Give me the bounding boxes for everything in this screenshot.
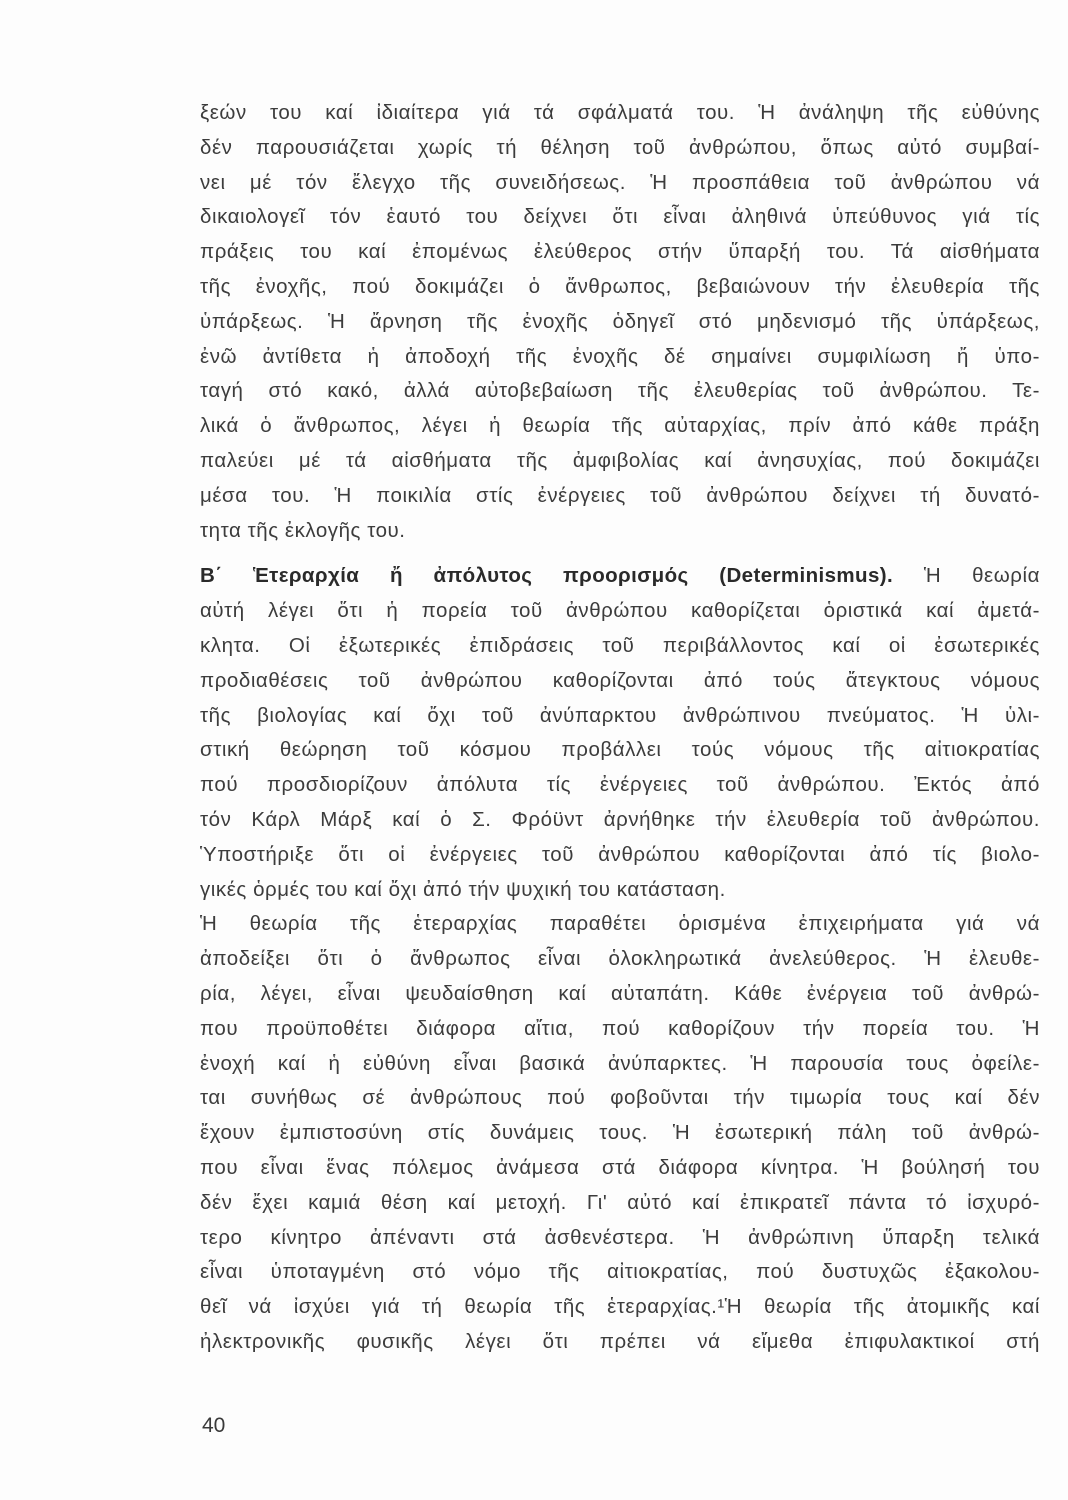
text-line: ὑπάρξεως. Ἡ ἄρνηση τῆς ἐνοχῆς ὁδηγεῖ στό μηδενισμό τῆς ὑπάρξεως, — [200, 309, 1040, 333]
text-line: Ὑποστήριξε ὅτι οἱ ἐνέργειες τοῦ ἀνθρώπου καθορίζονται ἀπό τίς βιολο- — [200, 842, 1040, 866]
paragraph-3 — [200, 907, 1040, 1359]
text-line: ἔχουν ἐμπιστοσύνη στίς δυνάμεις τους. Ἡ ἐσωτερική πάλη τοῦ ἀνθρώ- — [200, 1121, 1040, 1145]
text-line: εἶναι ὑποταγμένη στό νόμο τῆς αἰτιοκρατίας, πού δυστυχῶς ἐξακολου- — [200, 1260, 1040, 1284]
paragraph-2 — [200, 559, 1040, 907]
text-line: κλητα. Οἱ ἐξωτερικές ἐπιδράσεις τοῦ περιβάλλοντος καί οἱ ἐσωτερικές — [200, 633, 1040, 657]
heading-continuation: Ἡ θεωρία — [893, 564, 1040, 588]
text-line: τόν Κάρλ Μάρξ καί ὁ Σ. Φρόϋντ ἀρνήθηκε τήν ἐλευθερία τοῦ ἀνθρώπου. — [200, 807, 1040, 831]
text-line: ταγή στό κακό, ἀλλά αὐτοβεβαίωση τῆς ἐλευθερίας τοῦ ἀνθρώπου. Τε- — [200, 379, 1040, 403]
text-line: αὐτή λέγει ὅτι ἡ πορεία τοῦ ἀνθρώπου καθορίζεται ὁριστικά καί ἀμετά- — [200, 599, 1040, 623]
text-line: μέσα του. Ἡ ποικιλία στίς ἐνέργειες τοῦ ἀνθρώπου δείχνει τή δυνατό- — [200, 483, 1040, 507]
text-line: δικαιολογεῖ τόν ἑαυτό του δείχνει ὅτι εἶναι ἀληθινά ὑπεύθυνος γιά τίς — [200, 205, 1040, 229]
text-line: γικές ὁρμές του καί ὄχι ἀπό τήν ψυχική του κατάσταση. — [200, 877, 726, 901]
paragraph-1 — [200, 96, 1040, 548]
section-heading: Β΄ Ἑτεραρχία ἤ ἀπόλυτος προορισμός (Determinismus). — [200, 564, 894, 588]
text-line: πράξεις του καί ἐπομένως ἐλεύθερος στήν ὕπαρξή του. Τά αἰσθήματα — [200, 240, 1040, 264]
text-line: τῆς ἐνοχῆς, πού δοκιμάζει ὁ ἄνθρωπος, βεβαιώνουν τήν ἐλευθερία τῆς — [200, 274, 1040, 298]
text-line: ἀποδείξει ὅτι ὁ ἄνθρωπος εἶναι ὁλοκληρωτικά ἀνελεύθερος. Ἡ ἐλευθε- — [200, 947, 1040, 971]
text-line: τῆς βιολογίας καί ὄχι τοῦ ἀνύπαρκτου ἀνθρώπινου πνεύματος. Ἡ ὑλι- — [200, 703, 1040, 727]
page-number: 40 — [202, 1414, 226, 1437]
text-line: τητα τῆς ἐκλογῆς του. — [200, 518, 406, 542]
text-line: νει μέ τόν ἔλεγχο τῆς συνειδήσεως. Ἡ προσπάθεια τοῦ ἀνθρώπου νά — [200, 170, 1040, 194]
text-line: που εἶναι ἕνας πόλεμος ἀνάμεσα στά διάφορα κίνητρα. Ἡ βούλησή του — [200, 1155, 1040, 1179]
text-line: ἐνοχή καί ἡ εὐθύνη εἶναι βασικά ἀνύπαρκτες. Ἡ παρουσία τους ὀφείλε- — [200, 1051, 1040, 1075]
text-line: που προϋποθέτει διάφορα αἴτια, πού καθορίζουν τήν πορεία του. Ἡ — [200, 1016, 1040, 1040]
text-line: ξεών του καί ἰδιαίτερα γιά τά σφάλματά του. Ἡ ἀνάληψη τῆς εὐθύνης — [200, 101, 1040, 124]
text-line: πού προσδιορίζουν ἀπόλυτα τίς ἐνέργειες τοῦ ἀνθρώπου. Ἐκτός ἀπό — [200, 773, 1040, 797]
text-line: τερο κίνητρο ἀπέναντι στά ἀσθενέστερα. Ἡ ἀνθρώπινη ὕπαρξη τελικά — [200, 1225, 1040, 1249]
text-line: παλεύει μέ τά αἰσθήματα τῆς ἀμφιβολίας καί ἀνησυχίας, πού δοκιμάζει — [200, 448, 1040, 472]
text-line: ἐνῶ ἀντίθετα ἡ ἀποδοχή τῆς ἐνοχῆς δέ σημαίνει συμφιλίωση ἤ ὑπο- — [200, 344, 1040, 368]
text-line: ται συνήθως σέ ἀνθρώπους πού φοβοῦνται τήν τιμωρία τους καί δέν — [200, 1086, 1040, 1110]
body-text — [200, 96, 1040, 1360]
text-line: θεῖ νά ἰσχύει γιά τή θεωρία τῆς ἑτεραρχίας.¹Ἡ θεωρία τῆς ἀτομικῆς καί — [200, 1295, 1040, 1319]
paragraph-gap — [200, 548, 1040, 559]
text-line: δέν παρουσιάζεται χωρίς τή θέληση τοῦ ἀνθρώπου, ὅπως αὐτό συμβαί- — [200, 135, 1040, 159]
text-line: Ἡ θεωρία τῆς ἑτεραρχίας παραθέτει ὁρισμένα ἐπιχειρήματα γιά νά — [200, 912, 1040, 936]
heading-line — [200, 559, 1040, 594]
text-line: ἠλεκτρονικῆς φυσικῆς λέγει ὅτι πρέπει νά εἴμεθα ἐπιφυλακτικοί στή — [200, 1329, 1040, 1353]
text-line: προδιαθέσεις τοῦ ἀνθρώπου καθορίζονται ἀπό τούς ἄτεγκτους νόμους — [200, 668, 1040, 692]
text-line: στική θεώρηση τοῦ κόσμου προβάλλει τούς νόμους τῆς αἰτιοκρατίας — [200, 738, 1040, 762]
text-line: δέν ἔχει καμιά θέση καί μετοχή. Γι' αὐτό καί ἐπικρατεῖ πάντα τό ἰσχυρό- — [200, 1190, 1040, 1214]
text-line: λικά ὁ ἄνθρωπος, λέγει ἡ θεωρία τῆς αὐταρχίας, πρίν ἀπό κάθε πράξη — [200, 414, 1040, 438]
text-line: ρία, λέγει, εἶναι ψευδαίσθηση καί αὐταπάτη. Κάθε ἐνέργεια τοῦ ἀνθρώ- — [200, 981, 1040, 1005]
